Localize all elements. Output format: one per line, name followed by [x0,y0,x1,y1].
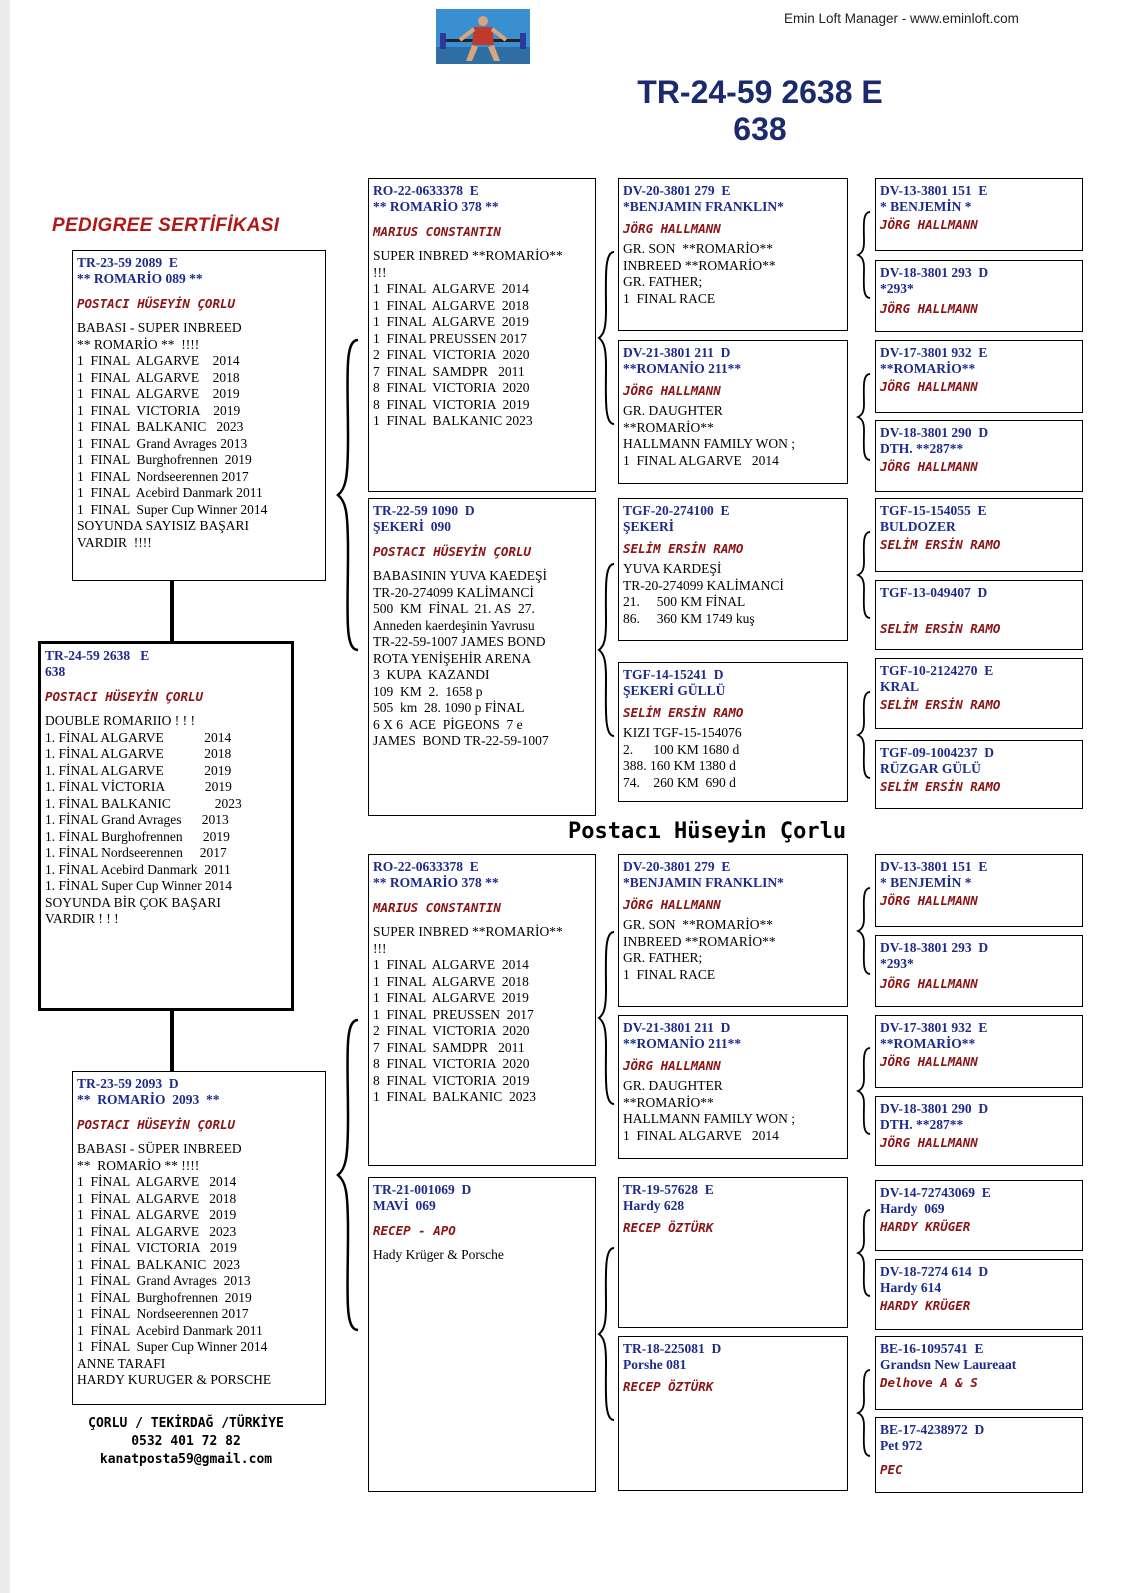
note-line: GR. FATHER; [623,274,703,289]
weightlifter-logo-image [436,9,530,64]
g4-5-ring: TGF-15-154055 E BULDOZER [880,503,987,534]
g4-8-owner: SELİM ERSİN RAMO [880,779,1001,794]
dam-sire-notes [373,924,591,1106]
g4-12-owner: JÖRG HALLMANN [880,1135,978,1150]
note-line: GR. SON **ROMARİO** [623,917,774,932]
note-line: 1 FINAL ALGARVE 2018 [373,297,529,313]
g4-card-2 [875,260,1083,332]
g4-15-ring: BE-16-1095741 E Grandsn New Laureaat [880,1341,1017,1372]
g4-14-owner: HARDY KRÜGER [880,1298,971,1313]
brace-g2-4 [596,1246,618,1422]
note-line: HALLMANN FAMILY WON ; [623,436,796,451]
g4-card-7 [875,658,1083,729]
note-line: 8 FINAL VICTORIA 2020 [373,1056,530,1071]
g4-12-ring: DV-18-3801 290 D DTH. **287** [880,1101,989,1132]
note-line: SOYUNDA SAYISIZ BAŞARI [77,518,250,533]
g4-1-ring: DV-13-3801 151 E * BENJEMİN * [880,183,988,214]
note-line: GR. FATHER; [623,950,703,965]
note-line: 1 FINAL Burghofrennen 2019 [77,452,252,467]
note-line: JAMES BOND TR-22-59-1007 [373,733,549,748]
note-line: KIZI TGF-15-154076 [623,725,742,740]
g4-card-5 [875,498,1083,572]
sire-ring: TR-23-59 2089 E ** ROMARİO 089 ** [77,255,203,286]
note-line: BABASI - SÜPER INBREED [77,1141,242,1156]
g4-card-6 [875,580,1083,650]
g3-2-notes [623,403,843,469]
g4-card-1 [875,178,1083,251]
note-line: BABASI - SUPER INBREED [77,320,242,335]
dam-sire-owner: MARIUS CONSTANTIN [373,900,501,915]
sire-sire-owner: MARIUS CONSTANTIN [373,224,501,239]
note-line: 1. FİNAL Acebird Danmark 2011 [45,861,231,877]
title-ring: TR-24-59 2638 E [637,74,883,110]
note-line: 1. FİNAL ALGARVE 2019 [45,762,232,778]
g3-2-owner: JÖRG HALLMANN [623,383,721,398]
sire-owner: POSTACI HÜSEYİN ÇORLU [77,296,236,311]
note-line: TR-22-59-1007 JAMES BOND [373,634,546,649]
note-line: 1. FİNAL BALKANIC 2023 [45,795,242,811]
sire-dam-owner: POSTACI HÜSEYİN ÇORLU [373,544,532,559]
g4-11-ring: DV-17-3801 932 E **ROMARİO** [880,1020,988,1051]
note-line: 1 FİNAL BALKANIC 2023 [77,1256,240,1272]
g3-6-notes [623,1078,843,1144]
g3-6-owner: JÖRG HALLMANN [623,1058,721,1073]
dam-sire-card [368,854,596,1166]
g4-11-owner: JÖRG HALLMANN [880,1054,978,1069]
note-line: SUPER INBRED **ROMARİO** [373,248,563,263]
g3-3-notes [623,561,843,627]
g4-card-13 [875,1180,1083,1251]
g3-card-6 [618,1015,848,1159]
certificate-label: PEDIGREE SERTİFİKASI [52,215,280,236]
note-line: Anneden kaerdeşinin Yavrusu [373,617,535,633]
site-header: Emin Loft Manager - www.eminloft.com [784,11,1019,26]
g4-14-ring: DV-18-7274 614 D Hardy 614 [880,1264,989,1295]
g4-card-14 [875,1259,1083,1330]
note-line: **ROMARİO** [623,1094,714,1110]
g3-6-ring: DV-21-3801 211 D **ROMANİO 211** [623,1020,742,1051]
note-line: 1 FINAL BALKANIC 2023 [373,413,533,428]
sire-sire-card [368,178,596,492]
note-line: 1. FİNAL VİCTORIA 2019 [45,779,232,794]
subject-owner: POSTACI HÜSEYİN ÇORLU [45,689,204,704]
g4-card-9 [875,854,1083,927]
g4-8-ring: TGF-09-1004237 D RÜZGAR GÜLÜ [880,745,994,776]
note-line: !!! [373,940,387,956]
g3-1-ring: DV-20-3801 279 E *BENJAMIN FRANKLIN* [623,183,784,214]
note-line: ANNE TARAFI [77,1355,166,1371]
breeder-name: Postacı Hüseyin Çorlu [568,819,847,844]
note-line: 1 FİNAL Super Cup Winner 2014 [77,1339,268,1354]
g4-6-ring: TGF-13-049407 D [880,585,988,600]
note-line: 1 FINAL PREUSSEN 2017 [373,1006,534,1022]
pedigree-title [560,74,960,148]
g4-13-owner: HARDY KRÜGER [880,1219,971,1234]
contact-phone: 0532 401 72 82 [131,1434,241,1449]
g4-3-ring: DV-17-3801 932 E **ROMARİO** [880,345,988,376]
dam-ring: TR-23-59 2093 D ** ROMARİO 2093 ** [77,1076,220,1107]
note-line: BABASININ YUVA KAEDEŞİ [373,568,548,583]
g4-card-3 [875,340,1083,413]
brace-g3-3 [855,530,873,620]
note-line: 1 FİNAL ALGARVE 2023 [77,1223,237,1239]
note-line: 6 X 6 ACE PİGEONS 7 e [373,716,523,732]
note-line: 1 FINAL Nordseerennen 2017 [77,468,249,484]
note-line: 1 FINAL Super Cup Winner 2014 [77,501,268,517]
note-line: 1 FINAL ALGARVE 2014 [77,353,240,368]
g3-4-notes [623,725,843,791]
note-line: 109 KM 2. 1658 p [373,683,483,699]
note-line: **ROMARİO** [623,419,714,435]
g4-7-ring: TGF-10-2124270 E KRAL [880,663,994,694]
note-line: 1 FINAL Acebird Danmark 2011 [77,485,263,500]
sire-notes [77,320,321,551]
g4-10-ring: DV-18-3801 293 D *293* [880,940,989,971]
subject-card [38,641,294,1011]
note-line: 2. 100 KM 1680 d [623,741,740,757]
g4-1-owner: JÖRG HALLMANN [880,217,978,232]
g4-9-owner: JÖRG HALLMANN [880,893,978,908]
subject-notes [45,713,287,928]
title-name: 638 [733,111,787,147]
note-line: 21. 500 KM FİNAL [623,594,746,609]
g3-card-5 [618,854,848,1007]
sire-card [72,250,326,581]
note-line: INBREED **ROMARİO** [623,933,776,949]
sire-sire-ring: RO-22-0633378 E ** ROMARİO 378 ** [373,183,499,214]
g4-card-11 [875,1015,1083,1088]
dam-dam-notes [373,1247,591,1264]
note-line: 1 FINAL ALGARVE 2014 [623,452,779,468]
note-line: ** ROMARİO ** !!!! [77,336,200,352]
g4-16-ring: BE-17-4238972 D Pet 972 [880,1422,985,1453]
note-line: 1. FİNAL Burghofrennen 2019 [45,828,230,844]
g3-1-notes [623,241,843,307]
note-line: GR. DAUGHTER [623,403,723,418]
g4-card-4 [875,420,1083,492]
note-line: 1 FINAL ALGARVE 2018 [77,369,240,385]
note-line: GR. DAUGHTER [623,1078,723,1093]
note-line: 1. FİNAL ALGARVE 2014 [45,729,232,745]
g4-card-8 [875,740,1083,809]
g3-card-2 [618,340,848,484]
note-line: 1 FINAL BALKANIC 2023 [373,1089,536,1104]
note-line: 1. FİNAL Grand Avrages 2013 [45,812,229,827]
g3-4-ring: TGF-14-15241 D ŞEKERİ GÜLLÜ [623,667,726,698]
g3-4-owner: SELİM ERSİN RAMO [623,705,744,720]
g3-1-owner: JÖRG HALLMANN [623,221,721,236]
g4-5-owner: SELİM ERSİN RAMO [880,537,1001,552]
dam-notes [77,1141,321,1389]
note-line: 8 FINAL VICTORIA 2019 [373,396,530,412]
note-line: 388. 160 KM 1380 d [623,758,736,773]
note-line: 1 FINAL ALGARVE 2014 [373,957,529,972]
note-line: SUPER INBRED **ROMARİO** [373,924,563,939]
g3-7-owner: RECEP ÖZTÜRK [623,1220,714,1235]
contact-address: ÇORLU / TEKİRDAĞ /TÜRKİYE [88,1416,284,1431]
note-line: 1. FİNAL ALGARVE 2018 [45,746,232,761]
note-line: 1 FINAL RACE [623,966,716,982]
note-line: 1 FİNAL ALGARVE 2019 [77,1207,237,1222]
connector-line [170,581,174,641]
note-line: 1 FINAL ALGARVE 2019 [373,990,529,1005]
g3-card-8 [618,1336,848,1491]
g4-10-owner: JÖRG HALLMANN [880,976,978,991]
g3-card-4 [618,662,848,802]
g3-8-ring: TR-18-225081 D Porshe 081 [623,1341,722,1372]
g4-card-15 [875,1336,1083,1410]
note-line: 2 FINAL VICTORIA 2020 [373,1023,530,1038]
note-line: 1 FİNAL ALGARVE 2014 [77,1174,237,1189]
g4-card-16 [875,1417,1083,1493]
note-line: 8 FINAL VICTORIA 2020 [373,380,530,395]
note-line: 1 FINAL ALGARVE 2019 [373,314,529,329]
note-line: VARDIR ! ! ! [45,911,119,926]
subject-ring: TR-24-59 2638 E 638 [45,648,150,679]
note-line: 1 FİNAL Nordseerennen 2017 [77,1306,249,1321]
note-line: TR-20-274099 KALİMANCİ [623,577,784,593]
note-line: 2 FINAL VICTORIA 2020 [373,347,530,362]
g3-7-ring: TR-19-57628 E Hardy 628 [623,1182,714,1213]
note-line: 1 FINAL RACE [623,290,716,306]
note-line: 74. 260 KM 690 d [623,774,736,790]
page-edge [0,0,10,1593]
note-line: 1. FİNAL Super Cup Winner 2014 [45,878,232,893]
note-line: HALLMANN FAMILY WON ; [623,1111,796,1126]
brace-g3-6 [855,1046,873,1136]
g3-5-ring: DV-20-3801 279 E *BENJAMIN FRANKLIN* [623,859,784,890]
brace-g3-2 [855,372,873,462]
g3-5-owner: JÖRG HALLMANN [623,897,721,912]
sire-dam-ring: TR-22-59 1090 D ŞEKERİ 090 [373,503,475,534]
note-line: 1 FİNAL Burghofrennen 2019 [77,1289,252,1305]
g3-card-1 [618,178,848,331]
g4-3-owner: JÖRG HALLMANN [880,379,978,394]
note-line: HARDY KURUGER & PORSCHE [77,1372,272,1387]
g3-8-owner: RECEP ÖZTÜRK [623,1379,714,1394]
g4-13-ring: DV-14-72743069 E Hardy 069 [880,1185,991,1216]
g3-5-notes [623,917,843,983]
brace-g3-1 [855,210,873,300]
note-line: DOUBLE ROMARIIO ! ! ! [45,713,195,728]
g3-card-3 [618,498,848,641]
g4-4-ring: DV-18-3801 290 D DTH. **287** [880,425,989,456]
note-line: 1 FINAL Grand Avrages 2013 [77,435,248,451]
g4-2-owner: JÖRG HALLMANN [880,301,978,316]
note-line: 1 FINAL ALGARVE 2018 [373,973,529,989]
g3-card-7 [618,1177,848,1328]
note-line: 1 FİNAL VICTORIA 2019 [77,1240,237,1255]
note-line: 1 FINAL ALGARVE 2019 [77,386,240,401]
brace-g2-2 [596,562,618,738]
note-line: 505 km 28. 1090 p FİNAL [373,700,525,715]
note-line: ROTA YENİŞEHİR ARENA [373,650,532,666]
note-line: 1 FINAL ALGARVE 2014 [623,1127,779,1143]
contact-email: kanatposta59@gmail.com [99,1452,273,1467]
note-line: GR. SON **ROMARİO** [623,241,774,256]
note-line: 1 FİNAL Acebird Danmark 2011 [77,1322,263,1338]
note-line: 8 FINAL VICTORIA 2019 [373,1072,530,1088]
g4-card-10 [875,935,1083,1007]
note-line: INBREED **ROMARİO** [623,257,776,273]
g3-3-owner: SELİM ERSİN RAMO [623,541,744,556]
dam-dam-card [368,1177,596,1492]
note-line: 1. FİNAL Nordseerennen 2017 [45,845,227,860]
g4-4-owner: JÖRG HALLMANN [880,459,978,474]
brace-sire-to-parents [334,338,364,652]
note-line: SOYUNDA BİR ÇOK BAŞARI [45,894,221,910]
note-line: 3 KUPA KAZANDI [373,667,490,682]
note-line: 1 FINAL VICTORIA 2019 [77,402,241,418]
note-line: 1 FINAL PREUSSEN 2017 [373,330,528,346]
contact-block [66,1415,306,1469]
g4-16-owner: PEC [880,1462,903,1477]
note-line: 7 FINAL SAMDPR 2011 [373,363,525,379]
brace-g3-8 [855,1368,873,1458]
note-line: 86. 360 KM 1749 kuş [623,610,755,626]
brace-g3-7 [855,1208,873,1298]
note-line: 1 FİNAL ALGARVE 2018 [77,1190,237,1206]
connector-line [170,1010,174,1071]
note-line: 1 FİNAL Grand Avrages 2013 [77,1273,251,1288]
dam-sire-ring: RO-22-0633378 E ** ROMARİO 378 ** [373,859,499,890]
g4-9-ring: DV-13-3801 151 E * BENJEMİN * [880,859,988,890]
note-line: TR-20-274099 KALİMANCİ [373,584,534,600]
sire-dam-notes [373,568,591,750]
note-line: 500 KM FİNAL 21. AS 27. [373,601,535,616]
g4-15-owner: Delhove A & S [880,1375,978,1390]
note-line: !!! [373,264,387,280]
note-line: 7 FINAL SAMDPR 2011 [373,1039,525,1055]
note-line: 1 FINAL ALGARVE 2014 [373,281,529,296]
note-line: Hady Krüger & Porsche [373,1247,504,1262]
brace-dam-to-parents [334,1018,364,1332]
g3-3-ring: TGF-20-274100 E ŞEKERİ [623,503,730,534]
sire-dam-card [368,498,596,816]
brace-g3-4 [855,690,873,780]
brace-g2-1 [596,250,618,426]
g4-6-owner: SELİM ERSİN RAMO [880,621,1001,636]
brace-g3-5 [855,886,873,976]
g3-2-ring: DV-21-3801 211 D **ROMANİO 211** [623,345,742,376]
dam-dam-owner: RECEP - APO [373,1223,456,1238]
note-line: YUVA KARDEŞİ [623,561,722,576]
g4-2-ring: DV-18-3801 293 D *293* [880,265,989,296]
sire-sire-notes [373,248,591,430]
dam-card [72,1071,326,1405]
g4-card-12 [875,1096,1083,1166]
g4-7-owner: SELİM ERSİN RAMO [880,697,1001,712]
note-line: VARDIR !!!! [77,534,152,550]
brace-g2-3 [596,930,618,1106]
dam-dam-ring: TR-21-001069 D MAVİ 069 [373,1182,472,1213]
dam-owner: POSTACI HÜSEYİN ÇORLU [77,1117,236,1132]
note-line: ** ROMARİO ** !!!! [77,1157,200,1173]
note-line: 1 FINAL BALKANIC 2023 [77,419,244,434]
